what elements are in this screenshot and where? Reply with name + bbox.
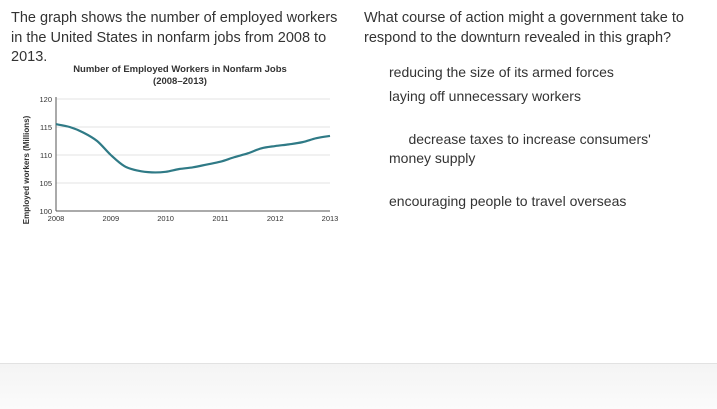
chart-y-axis-label: Employed workers (Millions) bbox=[22, 115, 31, 225]
employment-line-chart bbox=[18, 58, 338, 233]
answer-option-label: encouraging people to travel overseas bbox=[389, 193, 627, 209]
footer-bar bbox=[0, 363, 717, 409]
answer-option-1[interactable] bbox=[386, 62, 696, 83]
x-tick-label: 2011 bbox=[212, 214, 229, 223]
y-tick-label: 110 bbox=[40, 151, 52, 160]
answer-option-4[interactable] bbox=[386, 191, 696, 212]
x-tick-label: 2010 bbox=[157, 214, 174, 223]
x-tick-label: 2009 bbox=[102, 214, 120, 223]
prompt-text: The graph shows the number of employed workers in the United States in nonfarm jobs from 2008 to 2013. bbox=[11, 10, 338, 65]
chart-subtitle: (2008–2013) bbox=[153, 76, 207, 87]
answer-option-label: decrease taxes to increase consumers' money supply bbox=[389, 131, 655, 166]
chart-svg bbox=[18, 58, 338, 228]
chart-title: Number of Employed Workers in Nonfarm Jobs bbox=[73, 64, 287, 75]
series-line bbox=[56, 124, 330, 172]
y-tick-label: 120 bbox=[39, 95, 52, 104]
x-tick-label: 2012 bbox=[266, 214, 284, 223]
y-tick-label: 100 bbox=[39, 207, 52, 216]
y-tick-label: 115 bbox=[40, 123, 52, 132]
x-tick-label: 2013 bbox=[321, 214, 338, 223]
answer-option-3[interactable] bbox=[386, 110, 696, 188]
chart-axes bbox=[39, 95, 338, 223]
chart-grid bbox=[56, 99, 330, 211]
question-text: What course of action might a government take to respond to the downturn revealed in this graph? bbox=[364, 10, 684, 46]
y-tick-label: 105 bbox=[39, 179, 52, 188]
x-tick-label: 2008 bbox=[47, 214, 65, 223]
chart-series bbox=[56, 124, 330, 172]
answer-option-2[interactable] bbox=[386, 86, 696, 107]
answer-options bbox=[386, 62, 696, 215]
answer-option-label: reducing the size of its armed forces bbox=[389, 64, 614, 80]
answer-option-label: laying off unnecessary workers bbox=[389, 88, 581, 104]
